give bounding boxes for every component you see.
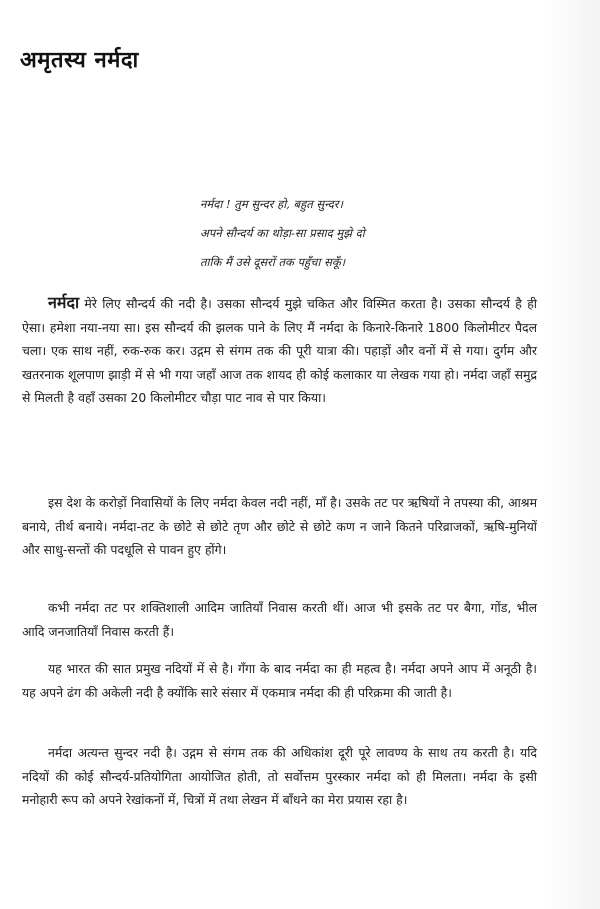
page-title: अमृतस्य नर्मदा <box>20 48 139 73</box>
paragraph-1-lead-word: नर्मदा <box>48 293 80 312</box>
paragraph-1 <box>22 291 537 410</box>
epigraph-line-2: अपने सौन्दर्य का थोड़ा-सा प्रसाद मुझे दो <box>200 226 365 240</box>
paragraph-4: यह भारत की सात प्रमुख नदियों में से है। गँगा के बाद नर्मदा का ही महत्व है। नर्मदा अपने आप में अनूठी है। यह अपने ढंग की अकेली नदी है क्योंकि सारे संसार में एकमात्र नर्मदा की ही परिक्रमा की जाती है। <box>22 661 537 700</box>
paragraph-3: कभी नर्मदा तट पर शक्तिशाली आदिम जातियाँ निवास करती थीं। आज भी इसके तट पर बैगा, गोंड, भील आदि जनजातियाँ निवास करती हैं। <box>22 600 537 639</box>
epigraph-line-1: नर्मदा ! तुम सुन्दर हो, बहुत सुन्दर। <box>200 197 343 211</box>
paragraph-5: नर्मदा अत्यन्त सुन्दर नदी है। उद्गम से संगम तक की अधिकांश दूरी पूरे लावण्य के साथ तय करती है। यदि नदियों की कोई सौन्दर्य-प्रतियोगिता आयोजित होती, तो सर्वोत्तम पुरस्कार नर्मदा को ही मिलता। नर्मदा के इसी मनोहारी रूप को अपने रेखांकनों में, चित्रों में तथा लेखन में बाँधने का मेरा प्रयास रहा है। <box>22 745 537 807</box>
epigraph <box>200 190 365 277</box>
paragraph-1-text: मेरे लिए सौन्दर्य की नदी है। उसका सौन्दर्य मुझे चकित और विस्मित करता है। उसका सौन्दर्य है ही ऐसा। हमेशा नया-नया सा। इस सौन्दर्य की झलक पाने के लिए मैं नर्मदा के किनारे-किनारे 1800 किलोमीटर पैदल चला। एक साथ नहीं, रुक-रुक कर। उद्गम से संगम तक की पूरी यात्रा की। पहाड़ों और वनों में से गया। दुर्गम और खतरनाक शूलपाण झाड़ी में से भी गया जहाँ आज तक शायद ही कोई कलाकार या लेखक गया हो। नर्मदा जहाँ समुद्र से मिलती है वहाँ उसका 20 किलोमीटर चौड़ा पाट नाव से पार किया। <box>22 296 537 405</box>
epigraph-line-3: ताकि मैं उसे दूसरों तक पहुँचा सकूँ। <box>200 255 346 269</box>
paragraph-2: इस देश के करोड़ों निवासियों के लिए नर्मदा केवल नदी नहीं, माँ है। उसके तट पर ऋषियों ने तपस्या की, आश्रम बनाये, तीर्थ बनाये। नर्मदा-तट के छोटे से छोटे तृण और छोटे से छोटे कण न जाने कितने परिव्राजकों, ऋषि-मुनियों और साधु-सन्तों की पदधूलि से पावन हुए होंगे। <box>22 495 537 557</box>
